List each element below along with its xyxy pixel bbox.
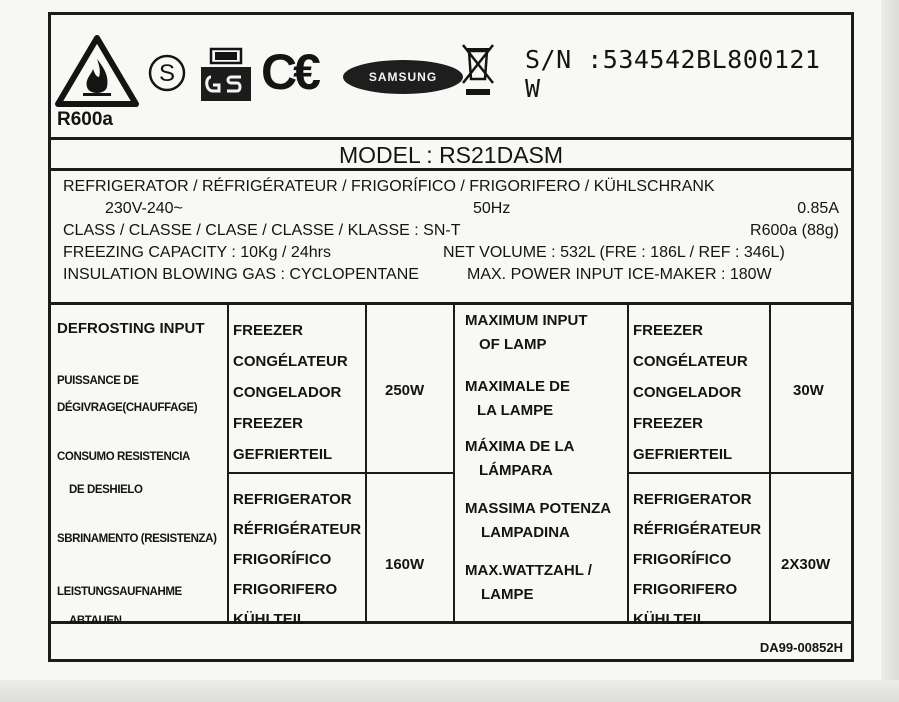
serial-number	[525, 45, 851, 103]
weee-bin-icon	[461, 41, 495, 97]
document-code: DA99-00852H	[759, 640, 843, 655]
lamp-freezer-names: FREEZER CONGÉLATEUR CONGELADOR FREEZER GEFRIERTEIL	[633, 322, 748, 463]
defrost-freezer-names: FREEZER CONGÉLATEUR CONGELADOR FREEZER GEFRIERTEIL	[233, 322, 348, 463]
photo-background-right	[881, 0, 899, 702]
s-mark-icon	[147, 53, 187, 93]
svg-text:S: S	[158, 60, 176, 87]
ce-mark-icon: C€	[261, 44, 317, 100]
defrost-fridge-value: 160W	[385, 556, 425, 573]
model-row	[51, 137, 851, 171]
serial-label: S/N	[525, 45, 572, 74]
defrost-title: DEFROSTING INPUT PUISSANCE DE DÉGIVRAGE(CHAUFFAGE) CONSUMO RESISTENCIA DE DESHIELO SBRINAMENTO (RESISTENZA) LEISTUNGSAUFNAHME ABTAUEN	[57, 320, 217, 627]
freezing-capacity: FREEZING CAPACITY : 10Kg / 24hrs	[63, 244, 331, 261]
defrost-fridge-names: REFRIGERATOR RÉFRIGÉRATEUR FRIGORÍFICO FRIGORIFERO KÜHLTEIL	[233, 491, 362, 628]
current: 0.85A	[797, 200, 839, 217]
model-label: MODEL :	[338, 142, 433, 168]
power-table	[51, 302, 851, 628]
flammable-warning-icon	[55, 35, 139, 107]
product-names: REFRIGERATOR / RÉFRIGÉRATEUR / FRIGORÍFICO / FRIGORIFERO / KÜHLSCHRANK	[63, 178, 715, 195]
lamp-title: MAXIMUM INPUT OF LAMP MAXIMALE DE LA LAMPE MÁXIMA DE LA LÁMPARA MASSIMA POTENZA LAMPADINA MAX.WATTZAHL / LAMPE	[465, 312, 612, 603]
voltage: 230V-240~	[105, 200, 183, 217]
serial-value: :534542BL800121 W	[525, 45, 821, 103]
lamp-freezer-value: 30W	[793, 382, 824, 399]
rating-label	[48, 12, 854, 662]
refrigerant-mark: R600a	[57, 109, 113, 130]
climate-class: CLASS / CLASSE / CLASE / CLASSE / KLASSE : SN-T	[63, 222, 461, 239]
insulation-gas: INSULATION BLOWING GAS : CYCLOPENTANE	[63, 266, 419, 283]
label-header	[51, 15, 851, 135]
gs-mark-icon	[195, 47, 257, 103]
frequency: 50Hz	[473, 200, 511, 217]
defrost-freezer-value: 250W	[385, 382, 425, 399]
ice-maker-power: MAX. POWER INPUT ICE-MAKER : 180W	[467, 266, 772, 283]
photo-background-bottom	[0, 680, 899, 702]
brand-logo: SAMSUNG	[343, 60, 463, 94]
spec-block	[63, 175, 845, 297]
lamp-fridge-value: 2X30W	[781, 556, 831, 573]
lamp-fridge-names: REFRIGERATOR RÉFRIGÉRATEUR FRIGORÍFICO FRIGORIFERO KÜHLTEIL	[633, 491, 762, 628]
refrigerant-charge: R600a (88g)	[750, 222, 839, 239]
model-value: RS21DASM	[439, 142, 564, 168]
net-volume: NET VOLUME : 532L (FRE : 186L / REF : 346L)	[443, 244, 785, 261]
